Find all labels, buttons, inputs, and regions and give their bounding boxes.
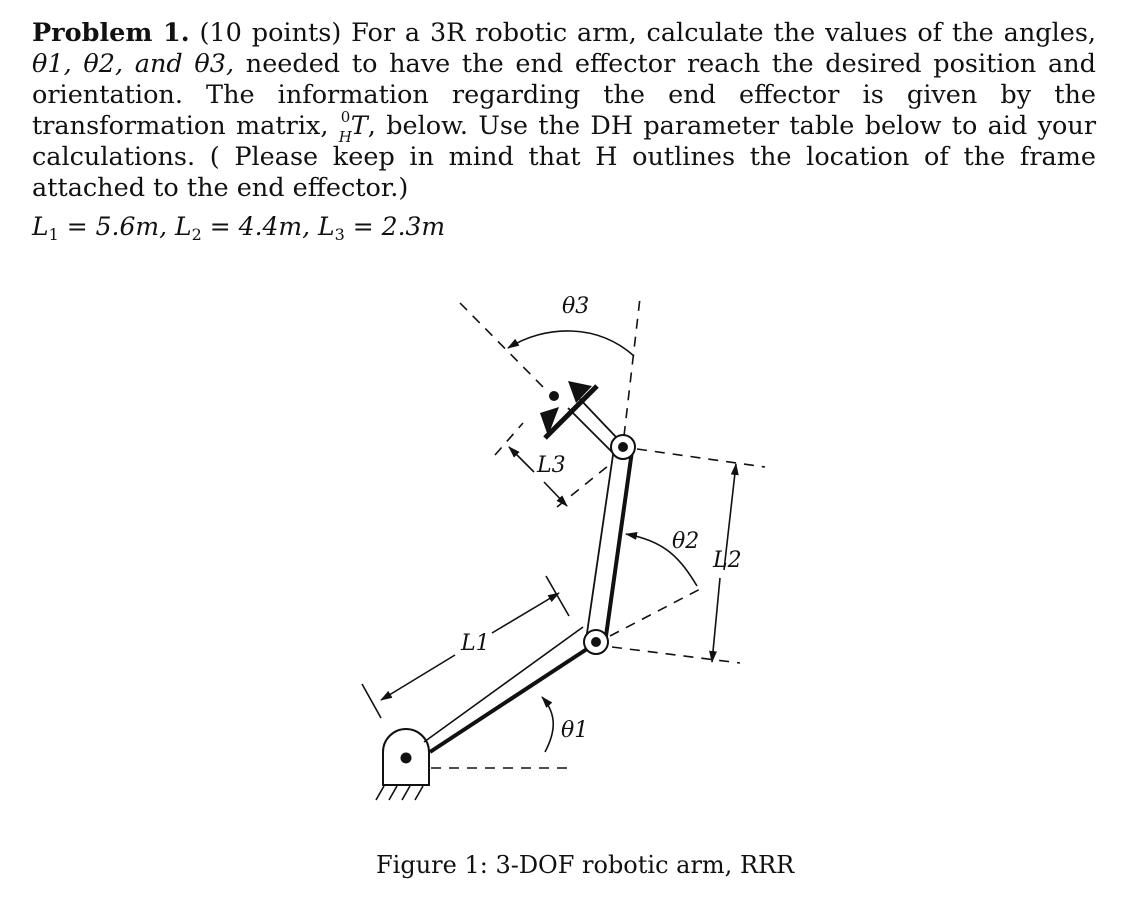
matrix-subscript: H <box>338 128 352 146</box>
reference-lines <box>431 298 765 768</box>
problem-angles: θ1, θ2, and θ3, <box>32 49 235 79</box>
l2-sub: 2 <box>191 225 202 244</box>
matrix-letter: T <box>350 111 368 141</box>
theta2-label: θ2 <box>672 529 700 554</box>
l3-sub: 3 <box>334 225 345 244</box>
problem-text-1: For a 3R robotic arm, calculate the values of the angles, <box>351 18 1097 48</box>
l1-label-fig: L1 <box>461 631 490 656</box>
problem-text-3: , below. Use the DH parameter table below to aid your calculations. ( Please keep in mind that H outlines the location of the frame attached to the end effector.) <box>32 111 1097 203</box>
theta1-label: θ1 <box>561 718 589 743</box>
theta3-arc <box>508 331 634 356</box>
l3-value: = 2.3m <box>352 212 446 241</box>
theta1-arc <box>542 697 553 752</box>
joint-3 <box>611 435 635 459</box>
l1-value: = 5.6m, <box>66 212 168 241</box>
problem-text-2: needed to have the end effector reach the desired position and orientation. The information regarding the end effector is given by the transformation matrix, <box>32 49 1096 141</box>
l3-label-fig: L3 <box>537 453 566 478</box>
theta3-label: θ3 <box>562 294 590 319</box>
link-2 <box>586 448 632 643</box>
l2-value: = 4.4m, <box>209 212 311 241</box>
matrix-superscript: 0 <box>340 108 351 126</box>
base-support <box>376 729 429 800</box>
l2-label-fig: L2 <box>713 548 742 573</box>
problem-heading: Problem 1. <box>32 18 190 48</box>
l2-label: L <box>175 212 192 241</box>
l1-label: L <box>32 212 49 241</box>
figure-caption: Figure 1: 3-DOF robotic arm, RRR <box>376 851 795 879</box>
problem-points: (10 points) <box>199 18 342 48</box>
joint-2 <box>584 630 608 654</box>
l1-sub: 1 <box>48 225 59 244</box>
l3-label: L <box>318 212 335 241</box>
